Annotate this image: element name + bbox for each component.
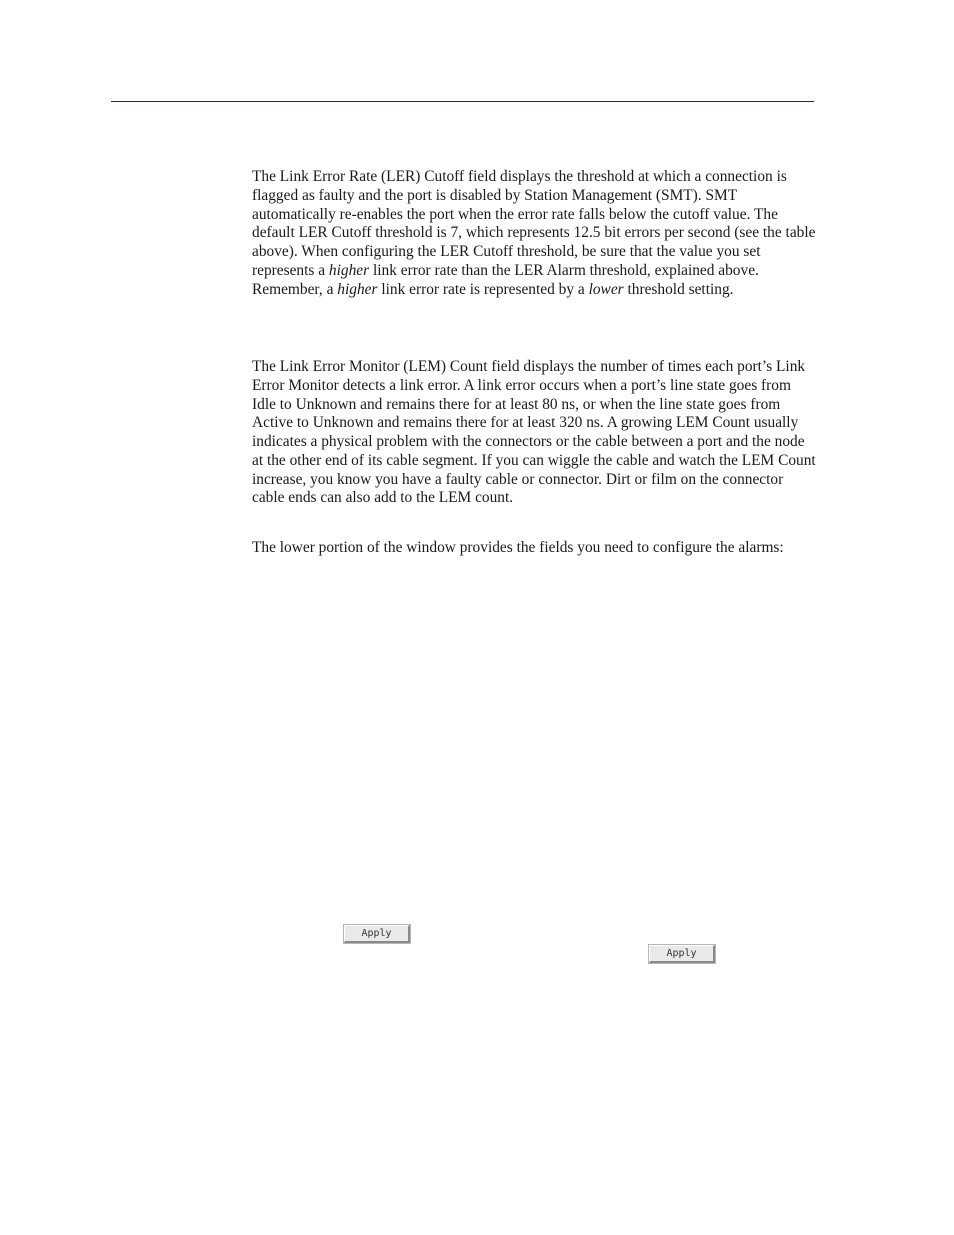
apply-button-inline-1[interactable]: Apply xyxy=(344,925,410,943)
paragraph-text: link error rate is represented by a xyxy=(377,280,589,298)
apply-button-inline-2[interactable]: Apply xyxy=(649,945,715,963)
emphasis-text: higher xyxy=(337,280,378,298)
paragraph-text: The Link Error Monitor (LEM) Count field displays the number of times each port’s Link Error Monitor detects a link error. A link error occurs when a port’s line state goes from Idle to Unknown and remains there for at least 80 ns, or when the line state goes from Active to Unknown and remains there for at least 320 ns. A growing LEM Count usually indicates a physical problem with the connectors or the cable between a port and the node at the other end of its cable segment. If you can wiggle the cable and watch the LEM Count increase, you know you have a faulty cable or connector. Dirt or film on the connector cable ends can also add to the LEM count. xyxy=(252,358,816,507)
emphasis-text: lower xyxy=(588,280,624,298)
paragraph-text: The Link Error Rate (LER) Cutoff field displays the threshold at which a connection is flagged as faulty and the port is disabled by Station Management (SMT). SMT automatically re-enables the port when the error rate falls below the cutoff value. The default LER Cutoff threshold is 7, which represents 12.5 bit errors per second (see the table above). When configuring the LER Cutoff threshold, be sure that the value you set represents a xyxy=(252,168,816,279)
paragraph-lem-count xyxy=(252,358,818,508)
paragraph-text: The lower portion of the window provides the fields you need to configure the alarms: xyxy=(252,539,784,556)
paragraph-text: link error rate than the LER Alarm threshold, explained above. Remember, a xyxy=(252,261,759,298)
paragraph-ler-cutoff xyxy=(252,168,818,299)
paragraph-lower-portion xyxy=(252,539,818,558)
paragraph-text: threshold setting. xyxy=(623,280,734,298)
header-rule xyxy=(111,101,814,102)
emphasis-text: higher xyxy=(328,261,370,279)
